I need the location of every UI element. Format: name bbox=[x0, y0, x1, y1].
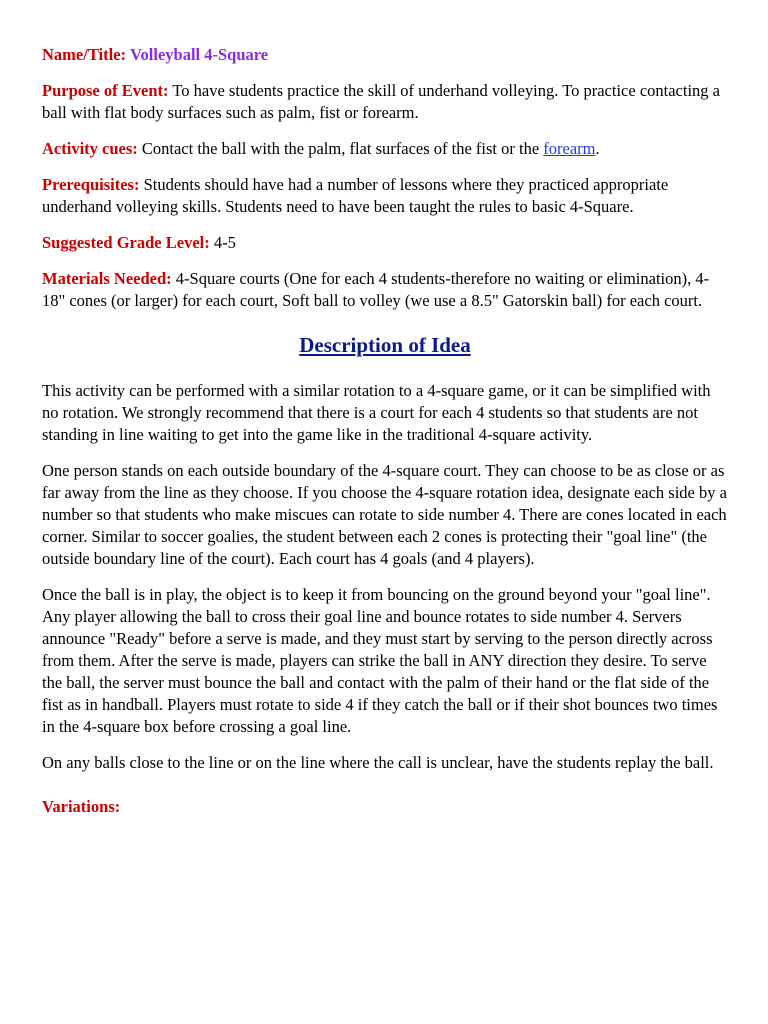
materials-label: Materials Needed: bbox=[42, 269, 172, 288]
purpose-text: To have students practice the skill of underhand volleying. To practice contacting a ball with flat body surfaces such as palm, fist or forearm. bbox=[42, 81, 720, 122]
name-title-field bbox=[42, 44, 728, 66]
prerequisites-field bbox=[42, 174, 728, 218]
forearm-link[interactable]: forearm bbox=[543, 139, 596, 158]
variations-heading bbox=[42, 796, 728, 818]
activity-cues-field bbox=[42, 138, 728, 160]
materials-text: 4-Square courts (One for each 4 students-therefore no waiting or elimination), 4-18" cones (or larger) for each court, Soft ball to volley (we use a 8.5" Gatorskin ball) for each court. bbox=[42, 269, 710, 310]
description-paragraph: On any balls close to the line or on the line where the call is unclear, have the students replay the ball. bbox=[42, 753, 714, 772]
activity-cues-label: Activity cues: bbox=[42, 139, 138, 158]
description-paragraph: This activity can be performed with a similar rotation to a 4-square game, or it can be simplified with no rotation. We strongly recommend that there is a court for each 4 students so that students are not standing in line waiting to get into the game like in the traditional 4-square activity. bbox=[42, 381, 711, 444]
grade-level-value: 4-5 bbox=[213, 233, 236, 252]
name-title-label: Name/Title: bbox=[42, 45, 127, 64]
grade-level-field bbox=[42, 232, 728, 254]
activity-title: Volleyball 4-Square bbox=[130, 45, 269, 64]
variations-label: Variations: bbox=[42, 797, 121, 816]
prerequisites-text: Students should have had a number of lessons where they practiced appropriate underhand volleying skills. Students need to have been taught the rules to basic 4-Square. bbox=[42, 175, 669, 216]
activity-cues-text: Contact the ball with the palm, flat surfaces of the fist or the bbox=[141, 139, 540, 158]
description-heading bbox=[42, 332, 728, 358]
description-heading-text: Description of Idea bbox=[299, 333, 471, 357]
purpose-label: Purpose of Event: bbox=[42, 81, 169, 100]
grade-level-label: Suggested Grade Level: bbox=[42, 233, 210, 252]
description-paragraph: Once the ball is in play, the object is to keep it from bouncing on the ground beyond your "goal line". Any player allowing the ball to cross their goal line and bounce rotates to side number 4. Servers announce "Ready" before a serve is made, and they must start by serving to the person directly across from them. After the serve is made, players can strike the ball in ANY direction they desire. To serve the ball, the server must bounce the ball and contact with the palm of their hand or the flat side of the fist as in handball. Players must rotate to side 4 if they catch the ball or if their shot bounces two times in the 4-square box before crossing a goal line. bbox=[42, 585, 718, 736]
activity-cues-period: . bbox=[595, 139, 600, 158]
description-paragraph: One person stands on each outside boundary of the 4-square court. They can choose to be as close or as far away from the line as they choose. If you choose the 4-square rotation idea, designate each side by a number so that students who make miscues can rotate to side number 4. There are cones located in each corner. Similar to soccer goalies, the student between each 2 cones is protecting their "goal line" (the outside boundary line of the court). Each court has 4 goals (and 4 players). bbox=[42, 461, 727, 568]
purpose-field bbox=[42, 80, 728, 124]
prerequisites-label: Prerequisites: bbox=[42, 175, 140, 194]
materials-field bbox=[42, 268, 728, 312]
